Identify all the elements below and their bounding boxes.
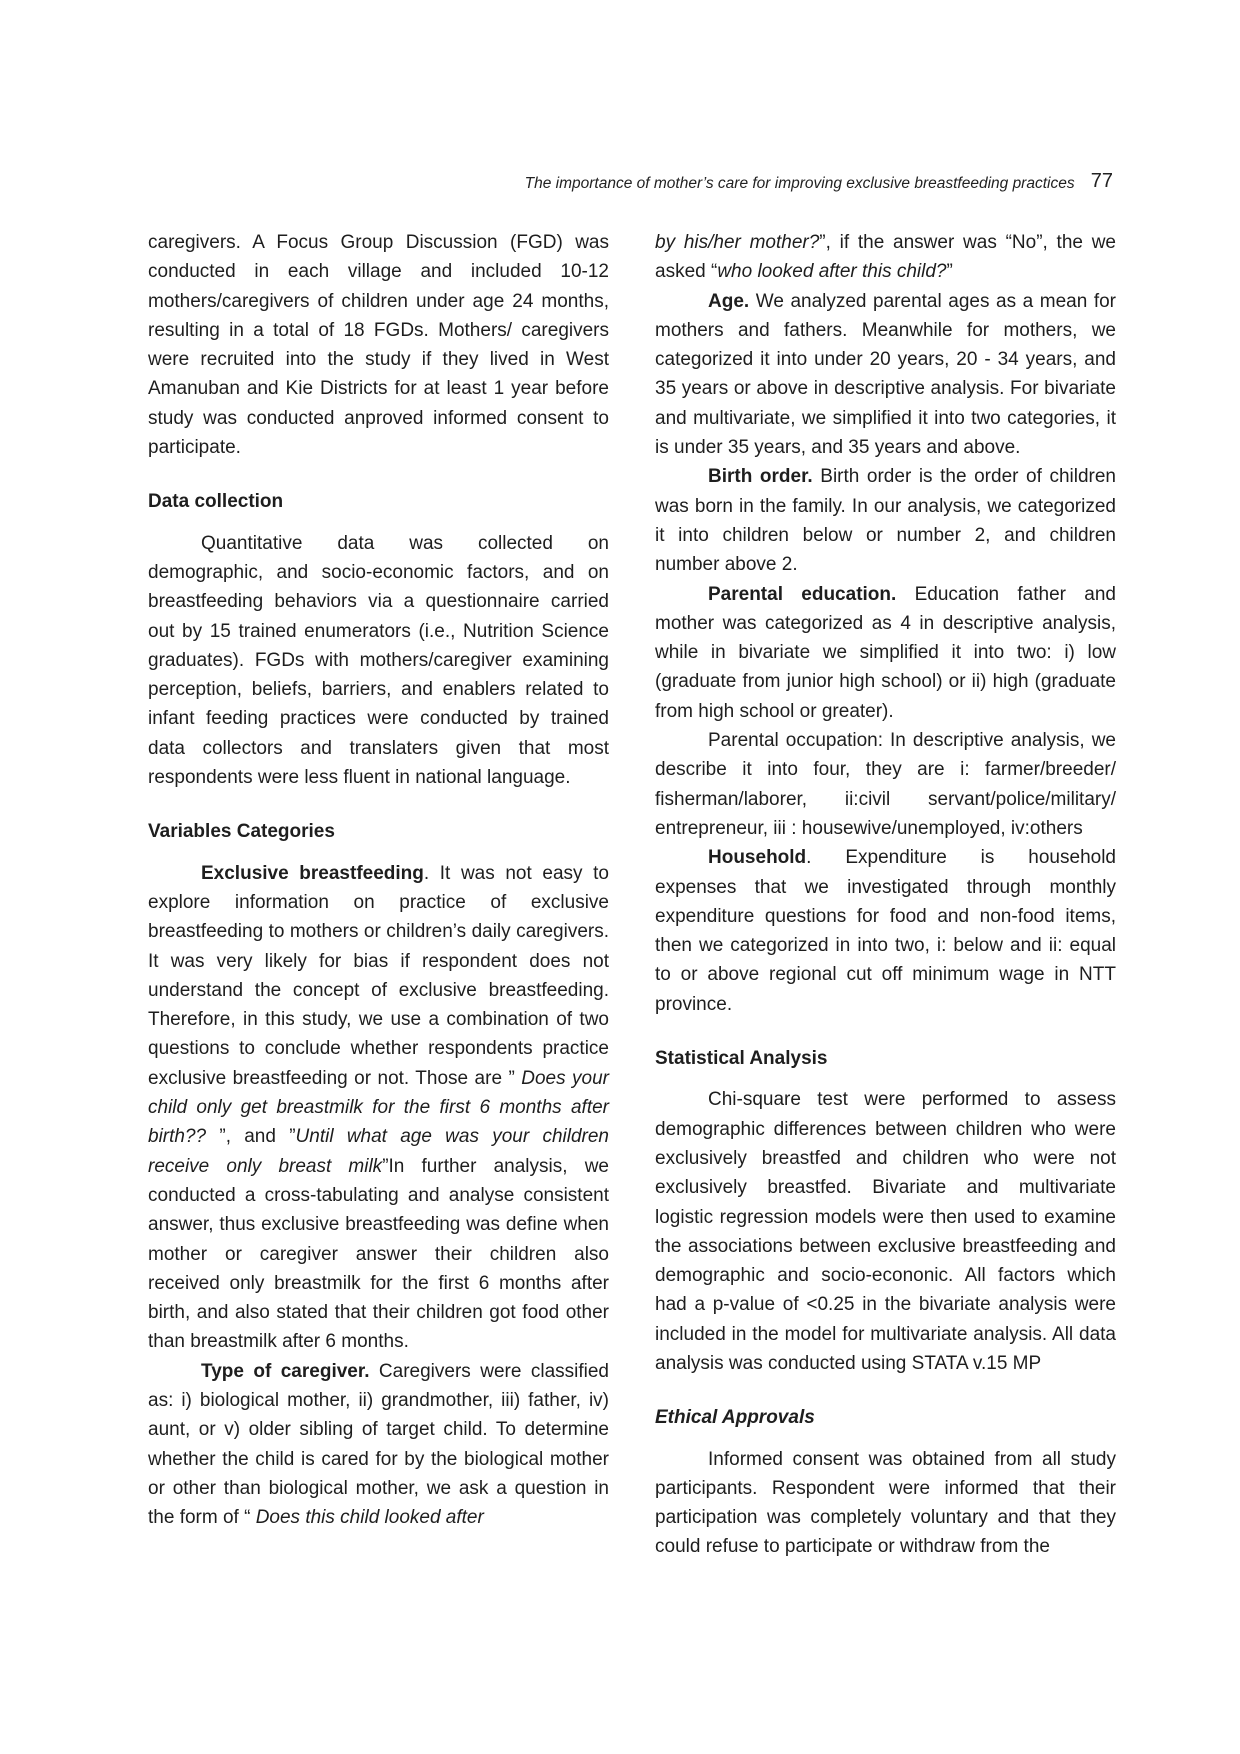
label-type-of-caregiver: Type of caregiver. [201,1360,370,1382]
paragraph-parental-occupation: Parental occupation: In descriptive analysis, we describe it into four, they are i: farmer/breeder/ fisherman/laborer, ii:civil servant/police/military/ entrepreneur, iii : housewive/unemployed, iv:others [655,730,1116,839]
right-column [655,228,1116,1562]
question-1: Does your child only get breastmilk for the first 6 months after birth?? [148,1067,610,1148]
running-head [525,175,1122,193]
question-2: Until what age was your children receive only breast milk [148,1126,609,1177]
paragraph-parental-education: Parental education. Education father and mother was categorized as 4 in descriptive analysis, while in bivariate we simplified it into two: i) low (graduate from junior high school) or ii) high (graduate from high school or greater). [655,583,1116,722]
paragraph-statistical-analysis: Chi-square test were performed to assess demographic differences between children who were exclusively breastfed and children who were not exclusively breastfed. Bivariate and multivariate logistic regression models were then used to examine the associations between exclusive breastfeeding and demographic and socio-econonic. All factors which had a p-value of <0.25 in the bivariate analysis were included in the model for multivariate analysis. All data analysis was conducted using STATA v.15 MP [655,1089,1116,1374]
label-exclusive-breastfeeding: Exclusive breastfeeding [201,862,424,884]
paragraph-birth-order: Birth order. Birth order is the order of children was born in the family. In our analysis, we categorized it into children below or number 2, and children number above 2. [655,466,1116,576]
label-age: Age. [708,290,750,312]
paragraph-exclusive-breastfeeding: Exclusive breastfeeding. It was not easy to explore information on practice of exclusive breastfeeding to mothers or children’s daily caregivers. It was very likely for bias if respondent does not understand the concept of exclusive breastfeeding. Therefore, in this study, we use a combination of two questions to conclude whether respondents practice exclusive breastfeeding or not. Those are ” Does your child only get breastmilk for the first 6 months after birth?? ”, and ”Until what age was your children receive only breast milk”In further analysis, we conducted a cross-tabulating and analyse consistent answer, thus exclusive breastfeeding was define when mother or caregiver answer their children also received only breastmilk for the first 6 months after birth, and also stated that their children got food other than breastmilk after 6 months. [148,862,610,1353]
label-household: Household [708,847,807,869]
paragraph-intro: caregivers. A Focus Group Discussion (FGD) was conducted in each village and included 10-12 mothers/caregivers of children under age 24 months, resulting in a total of 18 FGDs. Mothers/ caregivers were recruited into the study if they lived in West Amanuban and Kie Districts for at least 1 year before study was conducted anproved informed consent to participate. [148,232,609,459]
heading-data-collection: Data collection [148,491,284,513]
paragraph-type-of-caregiver: Type of caregiver. Caregivers were classified as: i) biological mother, ii) grandmother, iii) father, iv) aunt, or v) older sibling of target child. To determine whether the child is cared for by the biological mother or other than biological mother, we ask a question in the form of “ Does this child looked after [148,1360,609,1529]
heading-statistical-analysis: Statistical Analysis [655,1048,828,1070]
label-birth-order: Birth order. [708,466,813,488]
running-title: The importance of mother’s care for improving exclusive breastfeeding practices [524,175,1075,192]
paragraph-age: Age. We analyzed parental ages as a mean for mothers and fathers. Meanwhile for mothers, we categorized it into under 20 years, 20 - 34 years, and 35 years or above in descriptive analysis. For bivariate and multivariate, we simplified it into two categories, it is under 35 years, and 35 years and above. [655,290,1116,459]
paragraph-data-collection: Quantitative data was collected on demographic, and socio-economic factors, and on breastfeeding behaviors via a questionnaire carried out by 15 trained enumerators (i.e., Nutrition Science graduates). FGDs with mothers/caregiver examining perception, beliefs, barriers, and enablers related to infant feeding practices were conducted by trained data collectors and translaters given that most respondents were less fluent in national language. [148,532,609,789]
left-column [148,228,609,1532]
label-parental-education: Parental education. [708,583,897,605]
heading-variables-categories: Variables Categories [148,821,335,843]
paragraph-ethical-approvals: Informed consent was obtained from all study participants. Respondent were informed that their participation was completely voluntary and that they could refuse to participate or withdraw from the [655,1448,1116,1558]
paragraph-continuation: by his/her mother?”, if the answer was “No”, the we asked “who looked after this child?” [655,232,1116,283]
paragraph-household: Household. Expenditure is household expenses that we investigated through monthly expenditure questions for food and non-food items, then we categorized in into two, i: below and ii: equal to or above regional cut off minimum wage in NTT province. [655,847,1116,1015]
page-number: 77 [1090,170,1113,192]
question-caregiver: Does this child looked after [250,1507,484,1529]
heading-ethical-approvals: Ethical Approvals [655,1407,815,1429]
